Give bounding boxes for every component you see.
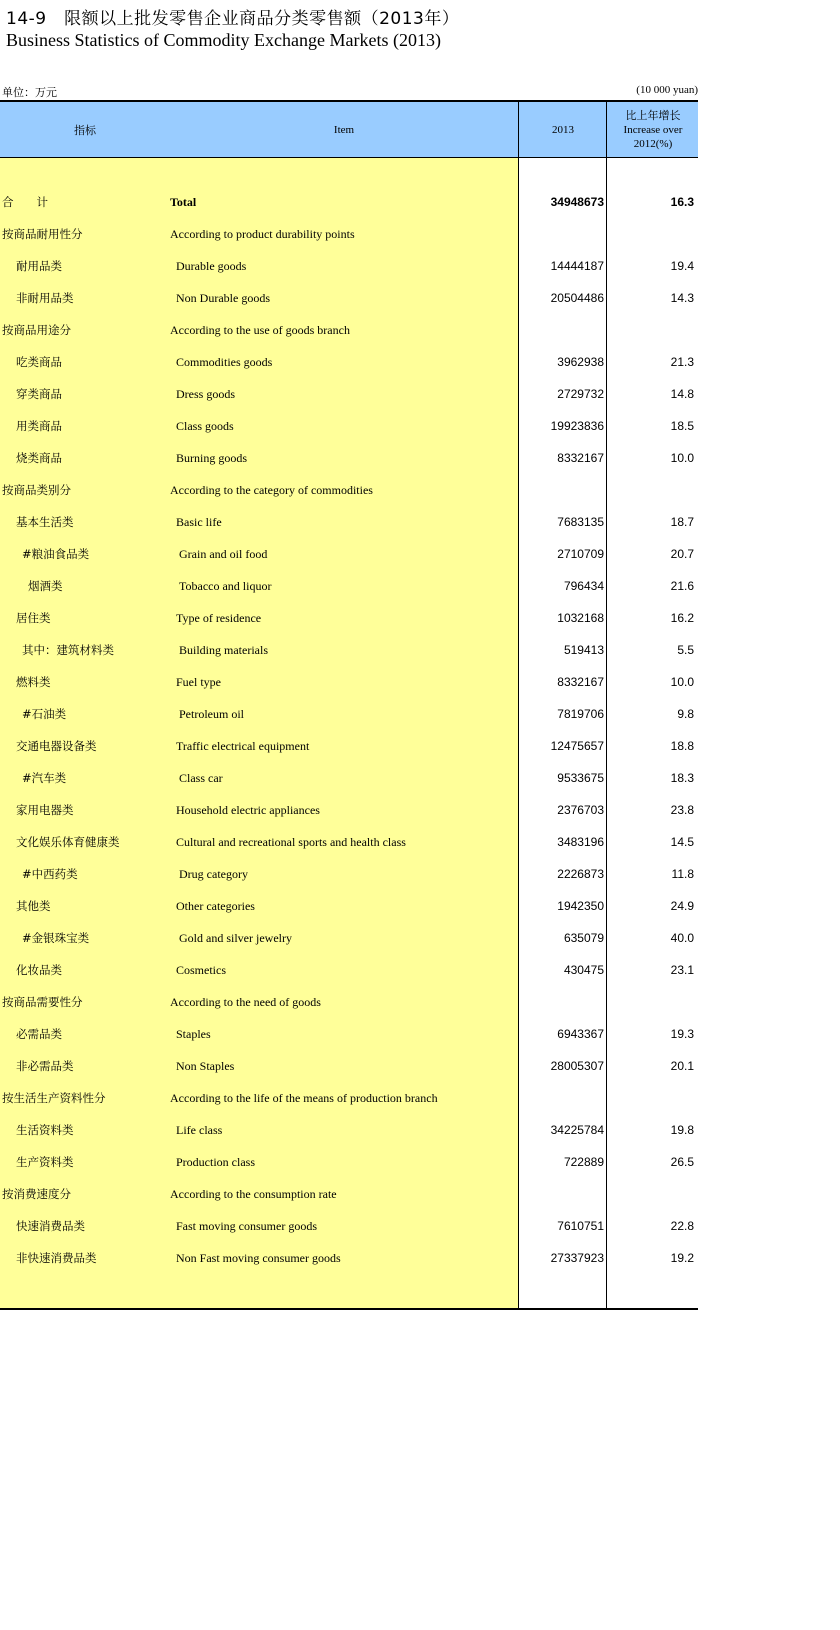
row-label-en: According to the need of goods [170,995,321,1009]
table-row [0,954,698,986]
row-label-en: Durable goods [176,259,247,273]
row-label-cn: 非必需品类 [16,1059,74,1073]
row-label-en: Staples [176,1027,211,1041]
row-label-cn: 快速消费品类 [16,1219,85,1233]
row-label-en: According to the category of commodities [170,483,373,497]
unit-label-en: (10 000 yuan) [636,84,698,96]
row-value-2013: 34225784 [550,1123,604,1137]
row-label-cn: 烟酒类 [28,579,63,593]
row-value-growth: 5.5 [677,643,694,657]
unit-label-cn: 单位：万元 [2,86,57,99]
row-label-en: Production class [176,1155,255,1169]
row-value-growth: 18.3 [670,771,694,785]
row-value-growth: 21.3 [670,355,694,369]
table-row [0,1018,698,1050]
row-value-2013: 9533675 [557,771,604,785]
row-label-cn: #粮油食品类 [22,547,90,561]
row-value-growth: 14.3 [670,291,694,305]
table-row [0,858,698,890]
row-label-en: Grain and oil food [179,547,268,561]
row-value-growth: 9.8 [677,707,694,721]
row-label-en: Dress goods [176,387,235,401]
row-label-en: Class goods [176,419,234,433]
row-label-cn: 家用电器类 [16,803,74,817]
row-label-cn: 按消费速度分 [2,1187,71,1201]
row-value-2013: 1032168 [557,611,604,625]
row-value-growth: 23.1 [670,963,694,977]
row-label-en: Non Durable goods [176,291,270,305]
row-value-growth: 21.6 [670,579,694,593]
row-value-growth: 18.5 [670,419,694,433]
table-row [0,1210,698,1242]
row-label-cn: 烧类商品 [16,451,62,465]
row-value-2013: 3483196 [557,835,604,849]
row-label-cn: 用类商品 [16,419,62,433]
row-value-2013: 2729732 [557,387,604,401]
row-label-en: Fuel type [176,675,221,689]
row-value-2013: 2226873 [557,867,604,881]
row-value-2013: 14444187 [550,259,604,273]
table-row [0,282,698,314]
table-row [0,794,698,826]
table-row [0,442,698,474]
row-label-cn: 吃类商品 [16,355,62,369]
table-row [0,698,698,730]
row-value-growth: 40.0 [670,931,694,945]
row-value-2013: 20504486 [550,291,604,305]
row-value-growth: 24.9 [670,899,694,913]
row-label-cn: #汽车类 [22,771,67,785]
row-value-2013: 430475 [563,963,604,977]
row-label-cn: 合 计 [2,195,48,209]
row-label-en: According to product durability points [170,227,355,241]
row-label-cn: 必需品类 [16,1027,62,1041]
table-row [0,826,698,858]
row-value-2013: 7683135 [557,515,604,529]
row-value-2013: 28005307 [550,1059,604,1073]
row-label-en: Household electric appliances [176,803,320,817]
table-row [0,186,698,218]
row-label-en: Cosmetics [176,963,226,977]
row-value-2013: 12475657 [550,739,604,753]
row-value-growth: 14.5 [670,835,694,849]
table-row [0,1242,698,1274]
row-value-2013: 722889 [563,1155,604,1169]
row-label-cn: 居住类 [16,611,51,625]
row-label-cn: 燃料类 [16,675,51,689]
header-indicator: 指标 [74,124,96,137]
table-row [0,506,698,538]
table-row [0,602,698,634]
row-label-cn: 按商品耐用性分 [2,227,83,241]
row-value-2013: 2710709 [557,547,604,561]
row-value-2013: 27337923 [550,1251,604,1265]
table-row [0,474,698,506]
row-label-cn: 交通电器设备类 [16,739,97,753]
header-growth-en1: Increase over [623,124,683,136]
row-value-2013: 19923836 [550,419,604,433]
row-value-2013: 7610751 [557,1219,604,1233]
row-value-growth: 23.8 [670,803,694,817]
row-label-cn: 其他类 [16,899,51,913]
row-label-en: Building materials [179,643,268,657]
row-value-growth: 18.7 [670,515,694,529]
table-header [0,102,698,158]
row-label-cn: 非耐用品类 [16,291,74,305]
row-label-cn: 其中：建筑材料类 [22,643,114,657]
row-value-growth: 19.3 [670,1027,694,1041]
row-label-cn: 生产资料类 [16,1155,74,1169]
row-label-en: Total [170,195,197,209]
row-label-cn: 按商品用途分 [2,323,71,337]
table-row [0,538,698,570]
table-row [0,922,698,954]
row-value-2013: 3962938 [557,355,604,369]
row-label-cn: 按商品需要性分 [2,995,83,1009]
row-label-cn: 基本生活类 [16,515,74,529]
row-label-en: According to the use of goods branch [170,323,350,337]
table-row [0,1114,698,1146]
row-value-growth: 10.0 [670,675,694,689]
header-year: 2013 [518,102,607,158]
row-label-en: Tobacco and liquor [179,579,272,593]
header-growth-en2: 2012(%) [633,138,673,150]
table-row [0,1050,698,1082]
header-growth-cn: 比上年增长 [625,109,681,122]
row-value-growth: 16.2 [670,611,694,625]
table-row [0,666,698,698]
row-label-en: Drug category [179,867,248,881]
row-value-2013: 8332167 [557,675,604,689]
row-label-en: Other categories [176,899,255,913]
table-row [0,250,698,282]
table-row [0,986,698,1018]
row-value-growth: 26.5 [670,1155,694,1169]
row-label-en: Fast moving consumer goods [176,1219,317,1233]
page-title-en: Business Statistics of Commodity Exchange Markets (2013) [6,30,441,50]
row-value-growth: 11.8 [671,867,694,881]
table-row [0,346,698,378]
row-label-cn: 按商品类别分 [2,483,71,497]
table-row [0,634,698,666]
row-label-en: Commodities goods [176,355,273,369]
row-value-2013: 2376703 [557,803,604,817]
row-value-2013: 519413 [563,643,604,657]
row-label-en: Petroleum oil [179,707,244,721]
row-value-2013: 635079 [563,931,604,945]
row-label-cn: 耐用品类 [16,259,62,273]
table-row [0,570,698,602]
row-label-cn: 按生活生产资料性分 [2,1091,106,1105]
row-value-growth: 20.7 [670,547,694,561]
row-label-en: Cultural and recreational sports and health class [176,835,406,849]
row-value-2013: 7819706 [557,707,604,721]
row-label-en: Gold and silver jewelry [179,931,292,945]
row-value-2013: 1942350 [557,899,604,913]
row-value-growth: 19.2 [670,1251,694,1265]
header-growth [606,102,699,158]
statistics-table [0,100,698,1310]
row-label-cn: 文化娱乐体育健康类 [16,835,120,849]
table-row [0,1146,698,1178]
row-value-growth: 22.8 [670,1219,694,1233]
row-label-en: Traffic electrical equipment [176,739,310,753]
row-value-growth: 19.8 [670,1123,694,1137]
row-value-growth: 16.3 [670,195,694,209]
row-label-en: Type of residence [176,611,262,625]
row-label-cn: #金银珠宝类 [22,931,90,945]
row-value-growth: 10.0 [670,451,694,465]
row-label-cn: 生活资料类 [16,1123,74,1137]
row-value-2013: 6943367 [557,1027,604,1041]
table-row [0,762,698,794]
table-row [0,410,698,442]
table-row [0,730,698,762]
row-label-en: Burning goods [176,451,248,465]
table-row [0,1178,698,1210]
row-label-en: Life class [176,1123,223,1137]
row-label-cn: #中西药类 [22,867,78,881]
row-value-2013: 34948673 [550,195,604,209]
page-title-cn: 14-9 限额以上批发零售企业商品分类零售额（2013年） [6,9,460,29]
row-label-en: According to the life of the means of production branch [170,1091,438,1105]
row-label-cn: 非快速消费品类 [16,1251,97,1265]
row-label-en: According to the consumption rate [170,1187,337,1201]
row-label-cn: 化妆品类 [16,963,62,977]
table-row [0,1082,698,1114]
row-label-en: Class car [179,771,223,785]
row-label-cn: 穿类商品 [16,387,62,401]
header-item: Item [333,124,355,136]
table-row [0,890,698,922]
row-value-growth: 19.4 [670,259,694,273]
row-label-en: Non Staples [176,1059,235,1073]
row-value-2013: 8332167 [557,451,604,465]
row-value-growth: 14.8 [670,387,694,401]
row-value-growth: 20.1 [670,1059,694,1073]
row-value-growth: 18.8 [670,739,694,753]
row-label-cn: #石油类 [22,707,67,721]
row-label-en: Basic life [176,515,222,529]
table-row [0,378,698,410]
row-label-en: Non Fast moving consumer goods [176,1251,341,1265]
table-body [0,158,698,1308]
table-row [0,314,698,346]
row-value-2013: 796434 [563,579,604,593]
table-row [0,218,698,250]
